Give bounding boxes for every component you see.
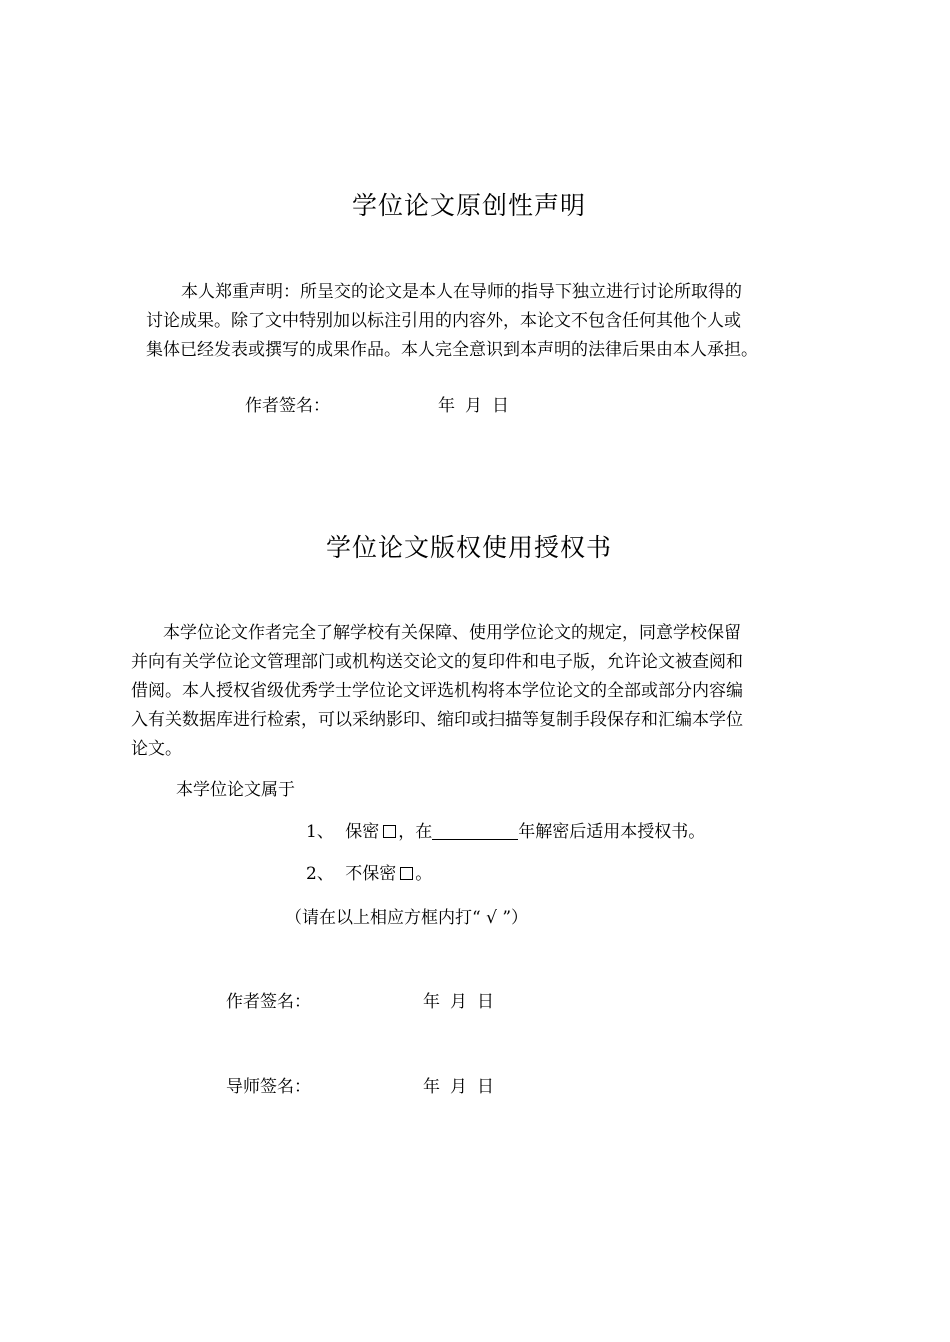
declaration-date xyxy=(438,391,509,416)
date-year: 年 xyxy=(438,396,455,416)
authorization-line: 本学位论文作者完全了解学校有关保障、使用学位论文的规定，同意学校保留 xyxy=(163,623,741,643)
author-signature-date xyxy=(423,987,494,1012)
option-text: 年解密后适用本授权书。 xyxy=(518,822,706,842)
authorization-line: 论文。 xyxy=(131,739,182,759)
authorization-author-signature-label: 作者签名： xyxy=(226,992,311,1012)
checkbox-instruction: （请在以上相应方框内打“ √ ”） xyxy=(285,908,529,928)
date-day: 日 xyxy=(477,992,494,1012)
date-month: 月 xyxy=(450,1077,467,1097)
option-confidential xyxy=(306,817,705,842)
date-month: 月 xyxy=(450,992,467,1012)
declaration-title: 学位论文原创性声明 xyxy=(352,191,587,220)
date-year: 年 xyxy=(423,992,440,1012)
declassify-year-blank[interactable] xyxy=(432,822,518,840)
option-label: 保密 xyxy=(345,822,380,842)
option-number: 1、 xyxy=(306,822,334,842)
authorization-line: 并向有关学位论文管理部门或机构送交论文的复印件和电子版，允许论文被查阅和 xyxy=(131,652,743,672)
option-text: ，在 xyxy=(398,822,433,842)
declaration-author-signature-label: 作者签名： xyxy=(245,396,330,416)
belongs-to-label: 本学位论文属于 xyxy=(176,780,295,800)
date-day: 日 xyxy=(477,1077,494,1097)
option-not-confidential xyxy=(306,859,432,884)
authorization-line: 入有关数据库进行检索，可以采纳影印、缩印或扫描等复制手段保存和汇编本学位 xyxy=(131,710,743,730)
option-text: 。 xyxy=(415,864,433,884)
declaration-line: 本人郑重声明：所呈交的论文是本人在导师的指导下独立进行讨论所取得的 xyxy=(181,282,742,302)
confidential-checkbox[interactable] xyxy=(383,825,396,838)
advisor-signature-label: 导师签名： xyxy=(226,1077,311,1097)
declaration-line: 讨论成果。除了文中特别加以标注引用的内容外，本论文不包含任何其他个人或 xyxy=(146,311,741,331)
authorization-title: 学位论文版权使用授权书 xyxy=(326,533,613,562)
advisor-signature-date xyxy=(423,1072,494,1097)
option-label: 不保密 xyxy=(345,864,397,884)
authorization-line: 借阅。本人授权省级优秀学士学位论文评选机构将本学位论文的全部或部分内容编 xyxy=(131,681,743,701)
declaration-line: 集体已经发表或撰写的成果作品。本人完全意识到本声明的法律后果由本人承担。 xyxy=(146,340,758,360)
option-number: 2、 xyxy=(306,864,334,884)
date-day: 日 xyxy=(492,396,509,416)
date-year: 年 xyxy=(423,1077,440,1097)
date-month: 月 xyxy=(465,396,482,416)
not-confidential-checkbox[interactable] xyxy=(400,867,413,880)
